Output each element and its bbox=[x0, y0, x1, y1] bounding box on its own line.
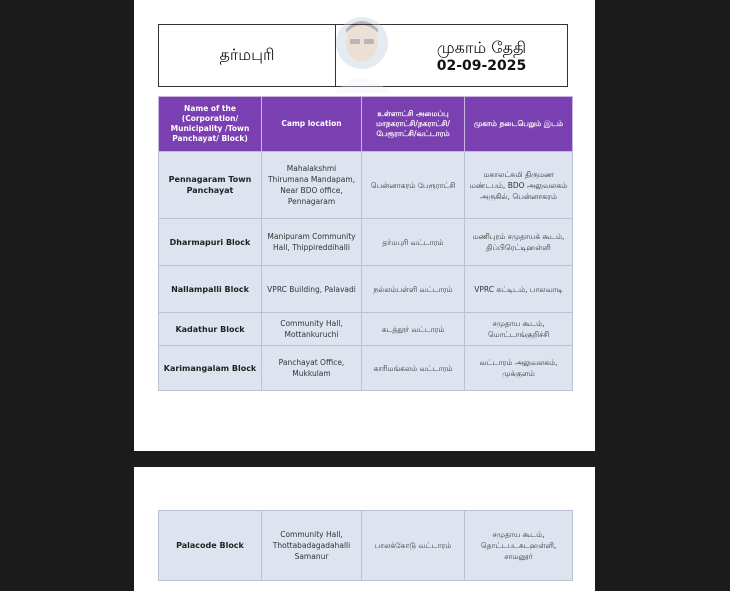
camp-table bbox=[158, 96, 573, 391]
table-row bbox=[159, 219, 573, 266]
row-name: Kadathur Block bbox=[159, 313, 262, 346]
column-header: Camp location bbox=[262, 97, 362, 152]
row-location: Community Hall, Mottankuruchi bbox=[262, 313, 362, 346]
column-header: முகாம் நடைபெறும் இடம் bbox=[465, 97, 573, 152]
camp-date-value: 02-09-2025 bbox=[436, 57, 527, 74]
camp-date-label: முகாம் தேதி bbox=[436, 37, 527, 57]
table-row bbox=[159, 511, 573, 581]
table-row bbox=[159, 266, 573, 313]
row-name: Nallampalli Block bbox=[159, 266, 262, 313]
row-body-tamil: பாலக்கோடு வட்டாரம் bbox=[362, 511, 465, 581]
header-box bbox=[158, 24, 568, 87]
table-row bbox=[159, 152, 573, 219]
district-title: தர்மபுரி bbox=[159, 25, 336, 86]
row-location: Panchayat Office, Mukkulam bbox=[262, 346, 362, 391]
row-body-tamil: பென்னாகரம் பேரூராட்சி bbox=[362, 152, 465, 219]
camp-date-panel bbox=[336, 25, 567, 86]
row-body-tamil: கடத்தூர் வட்டாரம் bbox=[362, 313, 465, 346]
row-location: Manipuram Community Hall, Thippireddihalli bbox=[262, 219, 362, 266]
row-name: Dharmapuri Block bbox=[159, 219, 262, 266]
column-header: Name of the (Corporation/ Municipality /Town Panchayat/ Block) bbox=[159, 97, 262, 152]
row-name: Pennagaram Town Panchayat bbox=[159, 152, 262, 219]
row-name: Palacode Block bbox=[159, 511, 262, 581]
row-venue-tamil: VPRC கட்டிடம், பாலவாடி bbox=[465, 266, 573, 313]
document-page-2 bbox=[134, 467, 595, 591]
camp-table-continued bbox=[158, 510, 573, 581]
row-venue-tamil: சமுதாய கூடம், மொட்டாங்குறிச்சி bbox=[465, 313, 573, 346]
row-venue-tamil: வட்டாரம் அலுவலகம், முக்குளம் bbox=[465, 346, 573, 391]
column-header: உள்ளாட்சி அமைப்பு மாநகராட்சி/நகராட்சி/ பேரூராட்சி/வட்டாரம் bbox=[362, 97, 465, 152]
row-location: VPRC Building, Palavadi bbox=[262, 266, 362, 313]
portrait-watermark-icon bbox=[326, 13, 398, 93]
table-header-row bbox=[159, 97, 573, 152]
table-row bbox=[159, 313, 573, 346]
row-location: Mahalakshmi Thirumana Mandapam, Near BDO office, Pennagaram bbox=[262, 152, 362, 219]
row-body-tamil: காரிமங்கலம் வட்டாரம் bbox=[362, 346, 465, 391]
row-venue-tamil: மகாலட்சுமி திருமண மண்டபம், BDO அலுவலகம் அருகில், பென்னாகரம் bbox=[465, 152, 573, 219]
row-location: Community Hall, Thottabadagadahalli Samanur bbox=[262, 511, 362, 581]
row-name: Karimangalam Block bbox=[159, 346, 262, 391]
table-row bbox=[159, 346, 573, 391]
document-page-1 bbox=[134, 0, 595, 451]
row-venue-tamil: சமுதாய கூடம், தொட்டபடகடஹள்ளி, சாமனூர் bbox=[465, 511, 573, 581]
row-body-tamil: நல்லம்பள்ளி வட்டாரம் bbox=[362, 266, 465, 313]
row-venue-tamil: மணிபுரம் சமுதாயக் கூடம், திப்பிரெட்டிஹள்ளி bbox=[465, 219, 573, 266]
row-body-tamil: தர்மபுரி வட்டாரம் bbox=[362, 219, 465, 266]
